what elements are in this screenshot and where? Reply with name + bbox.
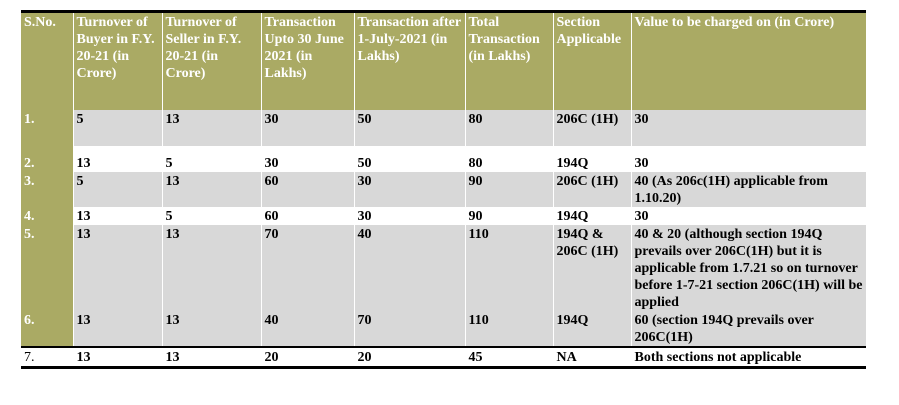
cell-after-july: 30 <box>354 172 465 207</box>
cell-section: 206C (1H) <box>553 110 631 146</box>
table-row <box>21 347 866 368</box>
cell-buyer-turnover: 13 <box>73 207 162 225</box>
cell-upto-june: 70 <box>261 225 354 311</box>
cell-after-july: 40 <box>354 225 465 311</box>
header-value-charged: Value to be charged on (in Crore) <box>631 12 866 111</box>
cell-sno: 2. <box>21 154 73 172</box>
cell-seller-turnover: 13 <box>162 311 261 347</box>
table-row <box>21 172 866 207</box>
table-row <box>21 225 866 311</box>
table-row <box>21 311 866 347</box>
cell-total: 45 <box>465 347 553 368</box>
cell-sno: 7. <box>21 347 73 368</box>
header-sno: S.No. <box>21 12 73 111</box>
cell-sno: 6. <box>21 311 73 347</box>
tds-tcs-comparison-table <box>21 10 866 369</box>
cell-sno: 5. <box>21 225 73 311</box>
header-seller-turnover: Turnover of Seller in F.Y. 20-21 (in Crore) <box>162 12 261 111</box>
cell-seller-turnover: 13 <box>162 347 261 368</box>
cell-section: 194Q <box>553 311 631 347</box>
header-row <box>21 12 866 111</box>
header-total-transaction: Total Transaction (in Lakhs) <box>465 12 553 111</box>
cell-after-july: 50 <box>354 110 465 146</box>
cell-upto-june: 30 <box>261 110 354 146</box>
cell-value: 40 (As 206c(1H) applicable from 1.10.20) <box>631 172 866 207</box>
cell-buyer-turnover: 13 <box>73 311 162 347</box>
cell-seller-turnover: 5 <box>162 154 261 172</box>
cell-buyer-turnover: 13 <box>73 154 162 172</box>
cell-upto-june: 60 <box>261 172 354 207</box>
table-row <box>21 207 866 225</box>
cell-total: 80 <box>465 154 553 172</box>
cell-value: 30 <box>631 154 866 172</box>
header-transaction-after-july: Transaction after 1-July-2021 (in Lakhs) <box>354 12 465 111</box>
header-section-applicable: Section Applicable <box>553 12 631 111</box>
cell-total: 110 <box>465 311 553 347</box>
cell-section: NA <box>553 347 631 368</box>
header-transaction-upto-june: Transaction Upto 30 June 2021 (in Lakhs) <box>261 12 354 111</box>
cell-seller-turnover: 5 <box>162 207 261 225</box>
cell-after-july: 50 <box>354 154 465 172</box>
cell-buyer-turnover: 5 <box>73 110 162 146</box>
row-spacer <box>21 146 866 154</box>
cell-upto-june: 20 <box>261 347 354 368</box>
table-row <box>21 154 866 172</box>
header-buyer-turnover: Turnover of Buyer in F.Y. 20-21 (in Crore) <box>73 12 162 111</box>
cell-total: 90 <box>465 172 553 207</box>
cell-value: 40 & 20 (although section 194Q prevails over 206C(1H) but it is applicable from 1.7.21 so on turnover before 1-7-21 section 206C(1H) will be applied <box>631 225 866 311</box>
cell-seller-turnover: 13 <box>162 172 261 207</box>
cell-buyer-turnover: 13 <box>73 225 162 311</box>
cell-value: 60 (section 194Q prevails over 206C(1H) <box>631 311 866 347</box>
cell-seller-turnover: 13 <box>162 110 261 146</box>
cell-buyer-turnover: 13 <box>73 347 162 368</box>
cell-section: 206C (1H) <box>553 172 631 207</box>
cell-section: 194Q & 206C (1H) <box>553 225 631 311</box>
cell-upto-june: 30 <box>261 154 354 172</box>
cell-value: Both sections not applicable <box>631 347 866 368</box>
table-row <box>21 110 866 146</box>
cell-total: 80 <box>465 110 553 146</box>
cell-value: 30 <box>631 207 866 225</box>
cell-upto-june: 40 <box>261 311 354 347</box>
cell-sno: 1. <box>21 110 73 146</box>
cell-after-july: 30 <box>354 207 465 225</box>
cell-total: 110 <box>465 225 553 311</box>
cell-buyer-turnover: 5 <box>73 172 162 207</box>
cell-upto-june: 60 <box>261 207 354 225</box>
cell-sno: 4. <box>21 207 73 225</box>
cell-section: 194Q <box>553 154 631 172</box>
cell-after-july: 20 <box>354 347 465 368</box>
cell-value: 30 <box>631 110 866 146</box>
cell-after-july: 70 <box>354 311 465 347</box>
cell-section: 194Q <box>553 207 631 225</box>
cell-total: 90 <box>465 207 553 225</box>
cell-sno: 3. <box>21 172 73 207</box>
cell-seller-turnover: 13 <box>162 225 261 311</box>
